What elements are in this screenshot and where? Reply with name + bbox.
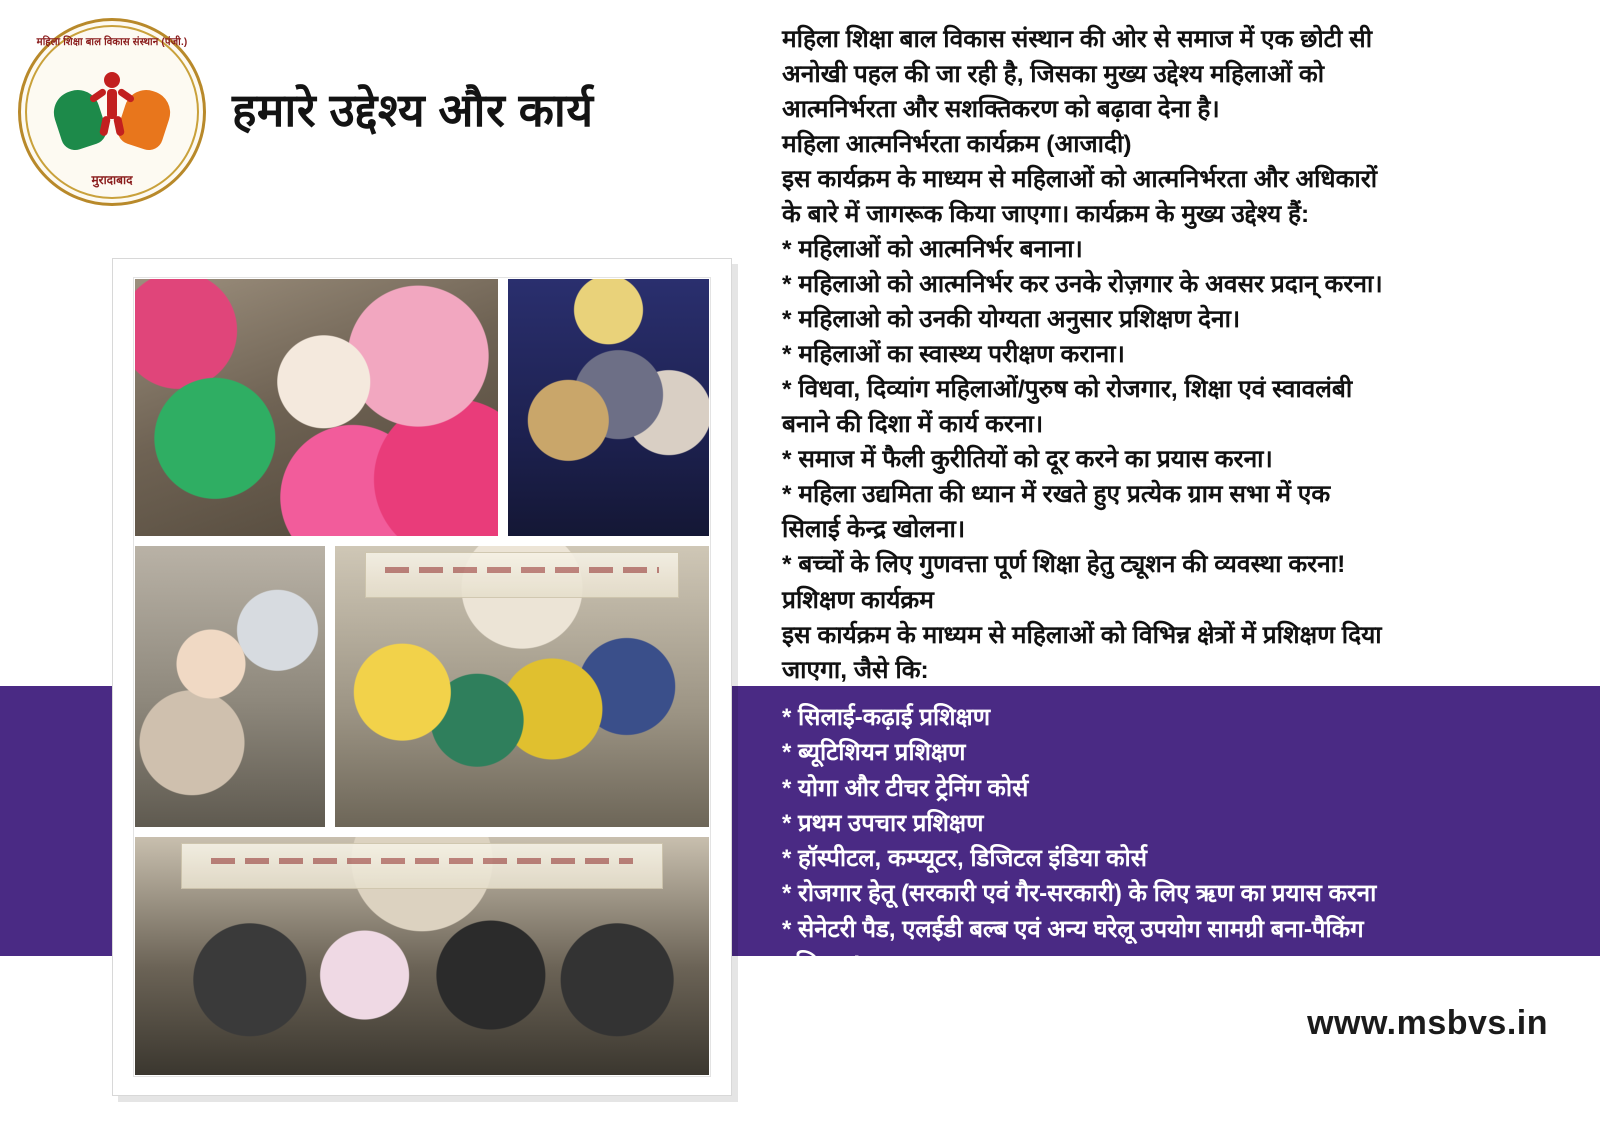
- objective-item: * महिलाओं का स्वास्थ्य परीक्षण कराना।: [782, 341, 1125, 369]
- objective-item: * बच्चों के लिए गुणवत्ता पूर्ण शिक्षा हेतु ट्यूशन की व्यवस्था करना!: [782, 551, 1346, 579]
- training-list-block: [782, 700, 1572, 982]
- photo-sewing-training-group: [334, 545, 710, 828]
- intro-line: महिला शिक्षा बाल विकास संस्थान की ओर से समाज में एक छोटी सी: [782, 26, 1373, 53]
- logo-arc-text: महिला शिक्षा बाल विकास संस्थान (पंजी.): [36, 36, 188, 48]
- page-title: हमारे उद्देश्य और कार्य: [232, 84, 594, 136]
- collage-row-bottom: [134, 836, 710, 1076]
- logo-city-label: मुरादाबाद: [91, 173, 133, 187]
- training-banner: [365, 552, 679, 598]
- training-item: * ब्यूटिशियन प्रशिक्षण: [782, 739, 966, 767]
- intro-line: अनोखी पहल की जा रही है, जिसका मुख्य उद्देश्य महिलाओं को: [782, 61, 1325, 89]
- photo-collage: [112, 258, 732, 1096]
- objective-item: * महिलाओ को आत्मनिर्भर कर उनके रोज़गार के अवसर प्रदान् करना।: [782, 271, 1383, 299]
- training-item-cont: प्रशिक्षण!: [782, 950, 861, 978]
- intro-line: के बारे में जागरूक किया जाएगा। कार्यक्रम के मुख्य उद्देश्य हैं:: [782, 201, 1310, 229]
- objective-item: * महिलाओ को उनकी योग्यता अनुसार प्रशिक्षण देना।: [782, 306, 1241, 334]
- training-item: * रोजगार हेतू (सरकारी एवं गैर-सरकारी) के लिए ऋण का प्रयास करना: [782, 880, 1377, 908]
- photo-award-ceremony: [507, 278, 710, 537]
- logo-emblem-icon: [50, 70, 174, 156]
- certificate-banner: [181, 843, 663, 889]
- intro-line: आत्मनिर्भरता और सशक्तिकरण को बढ़ावा देना है।: [782, 96, 1220, 124]
- objectives-text-block: [782, 22, 1582, 688]
- organization-logo: [18, 18, 206, 206]
- photo-women-with-tablet: [134, 278, 499, 537]
- objective-item: * महिला उद्यमिता की ध्यान में रखते हुए प्रत्येक ग्राम सभा में एक: [782, 481, 1331, 509]
- program-title-training: प्रशिक्षण कार्यक्रम: [782, 586, 934, 614]
- objective-item: * विधवा, दिव्यांग महिलाओं/पुरुष को रोजगार, शिक्षा एवं स्वावलंबी: [782, 376, 1353, 404]
- photo-computer-lab: [134, 545, 326, 828]
- training-item: * प्रथम उपचार प्रशिक्षण: [782, 809, 984, 837]
- training-item: * हॉस्पीटल, कम्प्यूटर, डिजिटल इंडिया कोर्स: [782, 845, 1147, 873]
- intro-line: इस कार्यक्रम के माध्यम से महिलाओं को विभिन्न क्षेत्रों में प्रशिक्षण दिया: [782, 621, 1382, 649]
- objective-item: * समाज में फैली कुरीतियों को दूर करने का प्रयास करना।: [782, 446, 1273, 474]
- objective-item-cont: बनाने की दिशा में कार्य करना।: [782, 411, 1044, 439]
- website-url[interactable]: www.msbvs.in: [1307, 1004, 1548, 1042]
- intro-line: इस कार्यक्रम के माध्यम से महिलाओं को आत्मनिर्भरता और अधिकारों: [782, 166, 1378, 194]
- training-item: * सिलाई-कढ़ाई प्रशिक्षण: [782, 704, 991, 731]
- program-title-azadi: महिला आत्मनिर्भरता कार्यक्रम (आजादी): [782, 131, 1132, 159]
- training-item: * योगा और टीचर ट्रेनिंग कोर्स: [782, 774, 1029, 802]
- photo-certificate-distribution: [134, 836, 710, 1076]
- collage-row-middle: [134, 545, 710, 828]
- objective-item: * महिलाओं को आत्मनिर्भर बनाना।: [782, 236, 1083, 264]
- objective-item-cont: सिलाई केन्द्र खोलना।: [782, 516, 966, 544]
- collage-row-top: [134, 278, 710, 537]
- person-figure-icon: [99, 72, 125, 134]
- intro-line: जाएगा, जैसे कि:: [782, 656, 929, 684]
- training-item: * सेनेटरी पैड, एलईडी बल्ब एवं अन्य घरेलू उपयोग सामग्री बना-पैकिंग: [782, 915, 1364, 943]
